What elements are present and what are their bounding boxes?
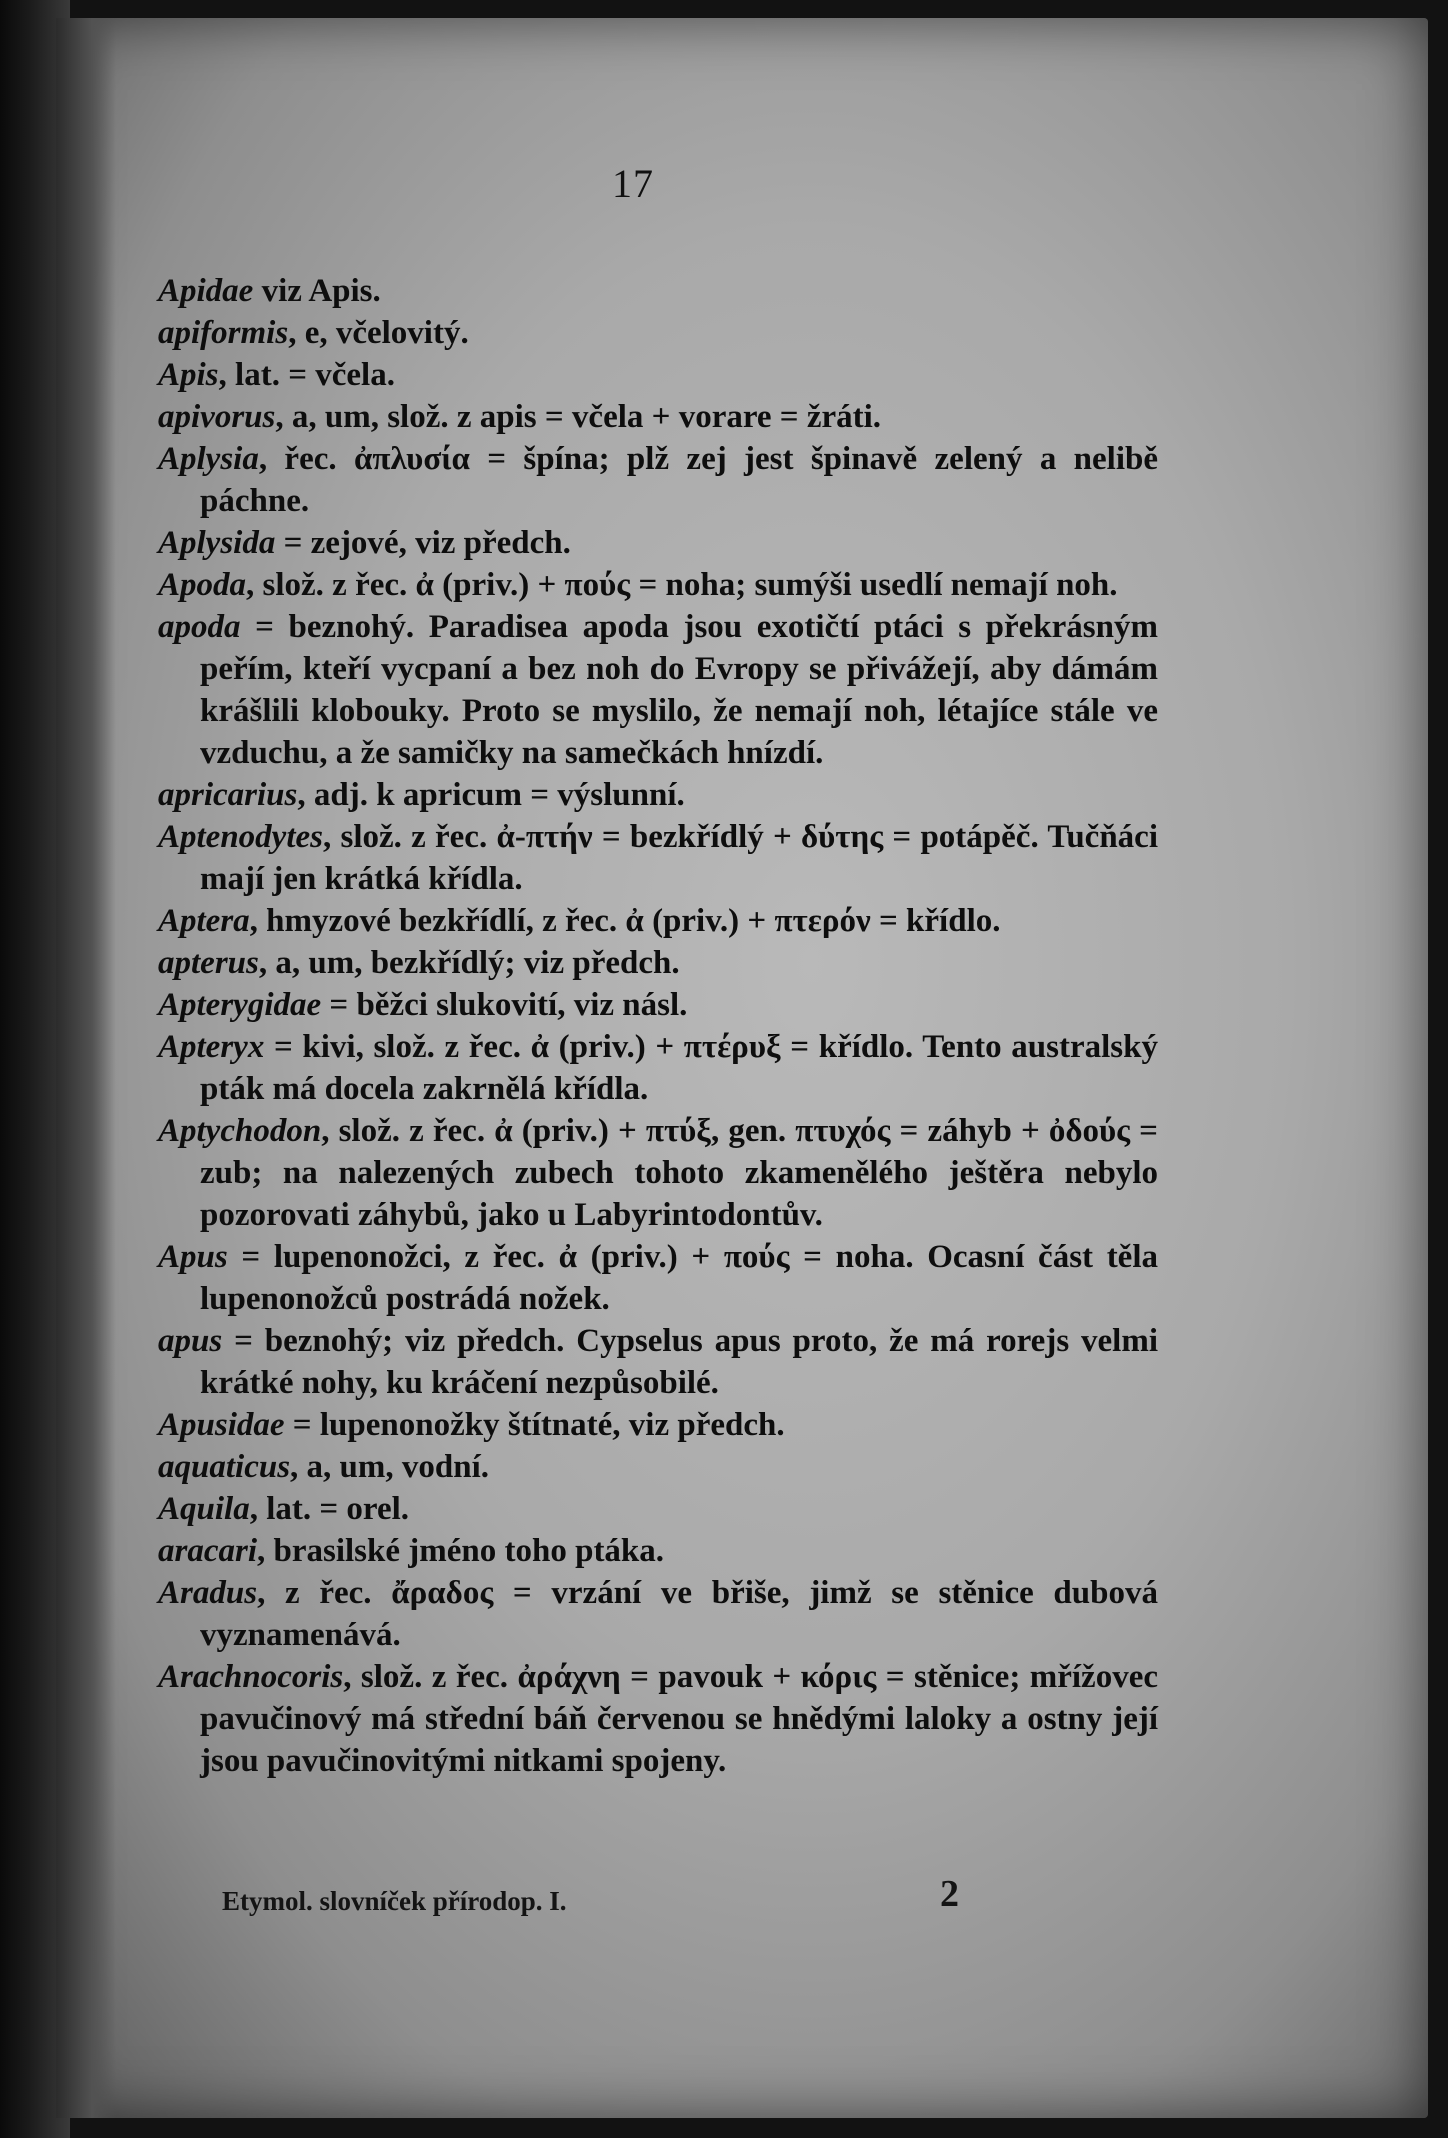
entry-definition: , z řec. ἄραδος = vrzání ve břiše, jimž se stěnice dubová vyznamenává.	[200, 1575, 1158, 1653]
dictionary-entry	[158, 1236, 1158, 1320]
dictionary-entry	[158, 1446, 1158, 1488]
entry-definition: , slož. z řec. ἀ (priv.) + πτύξ, gen. πτυχός = záhyb + ὀδούς = zub; na nalezených zubech tohoto zkamenělého ještěra nebylo pozorovati záhybů, jako u Labyrintodontův.	[200, 1113, 1158, 1233]
entry-definition: , lat. = včela.	[218, 357, 395, 393]
entry-definition: = beznohý; viz předch. Cypselus apus proto, že má rorejs velmi krátké nohy, ku kráčení nezpůsobilé.	[200, 1323, 1158, 1401]
entry-headword: apricarius	[158, 777, 298, 813]
entry-headword: aracari	[158, 1533, 257, 1569]
entry-definition: , brasilské jméno toho ptáka.	[257, 1533, 665, 1569]
dictionary-entry	[158, 354, 1158, 396]
dictionary-entry	[158, 606, 1158, 774]
entry-headword: apivorus	[158, 399, 276, 435]
dictionary-entry	[158, 270, 1158, 312]
entry-headword: Apterygidae	[158, 987, 322, 1023]
entry-headword: Aplysida	[158, 525, 276, 561]
entry-definition: = běžci slukovití, viz násl.	[321, 987, 688, 1023]
dictionary-entry	[158, 438, 1158, 522]
entry-definition: , hmyzové bezkřídlí, z řec. ἀ (priv.) + πτερόν = křídlo.	[249, 903, 1001, 939]
dictionary-entry	[158, 774, 1158, 816]
dictionary-entry	[158, 900, 1158, 942]
dictionary-entry	[158, 1572, 1158, 1656]
entry-headword: Apus	[158, 1239, 228, 1275]
entry-definition: = lupenonožky štítnaté, viz předch.	[284, 1407, 785, 1443]
footer-title: Etymol. slovníček přírodop. I.	[222, 1886, 567, 1916]
page-number: 17	[612, 161, 654, 206]
entry-headword: apiformis	[158, 315, 289, 351]
entry-headword: Aptychodon	[158, 1113, 322, 1149]
dictionary-entry	[158, 1320, 1158, 1404]
entry-definition: , slož. z řec. ἀ-πτήν = bezkřídlý + δύτης = potápěč. Tučňáci mají jen krátká křídla.	[200, 819, 1158, 897]
dictionary-entry	[158, 984, 1158, 1026]
dictionary-entry	[158, 1488, 1158, 1530]
entry-definition: , slož. z řec. ἀράχνη = pavouk + κόρις = stěnice; mřížovec pavučinový má střední báň červenou se hnědými laloky a ostny její jsou pavučinovitými nitkami spojeny.	[200, 1659, 1158, 1779]
entry-headword: Aquila	[158, 1491, 250, 1527]
entry-definition: , a, um, slož. z apis = včela + vorare = žráti.	[275, 399, 882, 435]
entry-definition: , e, včelovitý.	[288, 315, 469, 351]
dictionary-entry	[158, 816, 1158, 900]
dictionary-entry	[158, 396, 1158, 438]
entry-headword: Aplysia	[158, 441, 259, 477]
entry-headword: Aradus	[158, 1575, 258, 1611]
entry-headword: Apidae	[158, 273, 254, 309]
dictionary-entries	[158, 270, 1158, 1782]
entry-definition: , slož. z řec. ἀ (priv.) + πούς = noha; sumýši usedlí nemají noh.	[246, 567, 1118, 603]
dictionary-entry	[158, 1530, 1158, 1572]
entry-definition: = lupenonožci, z řec. ἀ (priv.) + πούς = noha. Ocasní část těla lupenonožců postrádá nožek.	[200, 1239, 1158, 1317]
entry-headword: apterus	[158, 945, 259, 981]
entry-headword: aquaticus	[158, 1449, 291, 1485]
entry-headword: Apoda	[158, 567, 247, 603]
entry-headword: Arachnocoris	[158, 1659, 344, 1695]
entry-definition: , lat. = orel.	[249, 1491, 410, 1527]
entry-definition: = beznohý. Paradisea apoda jsou exotičtí ptáci s překrásným peřím, kteří vycpaní a bez noh do Evropy se přivážejí, aby dámám krášlili klobouky. Proto se myslilo, že nemají noh, létajíce stále ve vzduchu, a že samičky na samečkách hnízdí.	[200, 609, 1158, 771]
signature-mark: 2	[940, 1873, 959, 1915]
entry-definition: , řec. ἀπλυσία = špína; plž zej jest špinavě zelený a nelibě páchne.	[200, 441, 1158, 519]
dictionary-entry	[158, 1026, 1158, 1110]
dictionary-entry	[158, 522, 1158, 564]
entry-definition: = kivi, slož. z řec. ἀ (priv.) + πτέρυξ = křídlo. Tento australský pták má docela zakrnělá křídla.	[200, 1029, 1158, 1107]
dictionary-entry	[158, 564, 1158, 606]
entry-definition: = zejové, viz předch.	[275, 525, 571, 561]
dictionary-entry	[158, 312, 1158, 354]
dictionary-entry	[158, 1404, 1158, 1446]
dictionary-entry	[158, 942, 1158, 984]
entry-definition: , a, um, bezkřídlý; viz předch.	[258, 945, 680, 981]
entry-headword: Apis	[158, 357, 219, 393]
entry-definition: , a, um, vodní.	[290, 1449, 490, 1485]
entry-definition: viz Apis.	[253, 273, 381, 309]
page-gutter	[56, 18, 116, 2118]
entry-headword: apoda	[158, 609, 241, 645]
entry-headword: Aptera	[158, 903, 250, 939]
dictionary-entry	[158, 1656, 1158, 1782]
entry-headword: Apusidae	[158, 1407, 285, 1443]
entry-headword: apus	[158, 1323, 223, 1359]
dictionary-entry	[158, 1110, 1158, 1236]
entry-headword: Aptenodytes	[158, 819, 323, 855]
entry-definition: , adj. k apricum = výslunní.	[297, 777, 685, 813]
entry-headword: Apteryx	[158, 1029, 265, 1065]
